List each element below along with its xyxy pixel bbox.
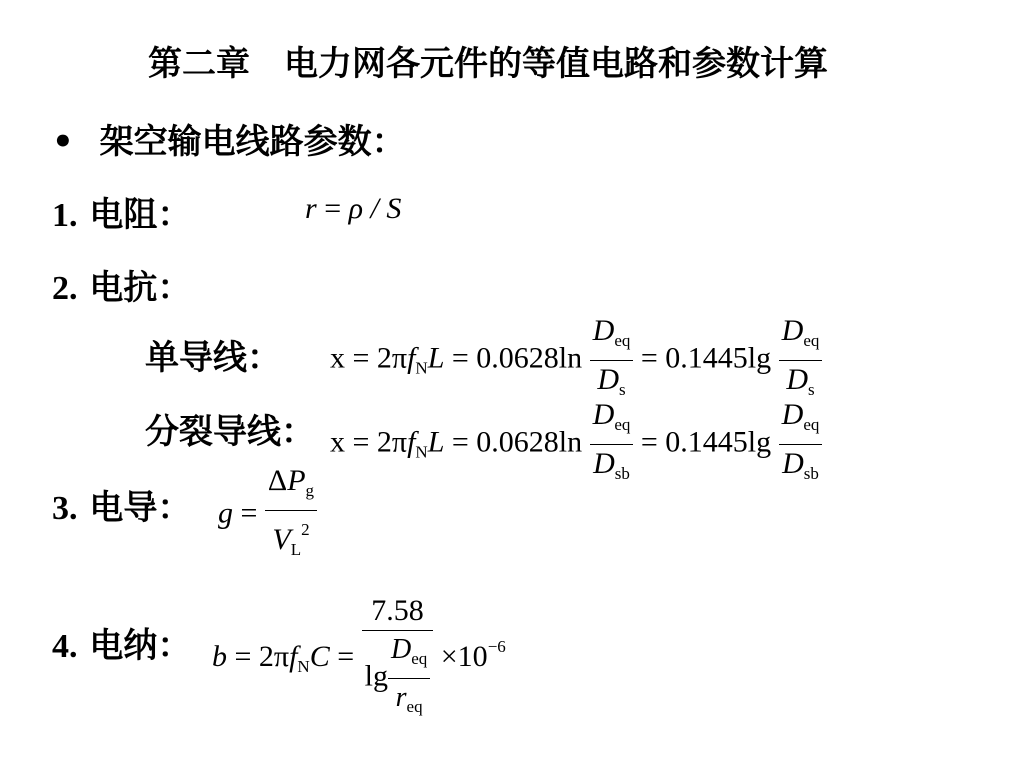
symbol-L: L (427, 341, 445, 375)
symbol-g: g (218, 496, 233, 530)
formula-single-conductor (330, 314, 822, 407)
equals-sign: = (240, 496, 258, 530)
symbol-f: f (407, 341, 416, 375)
symbol-b: b (212, 639, 227, 673)
coefficient-lg: = 0.1445lg (640, 425, 772, 459)
symbol-r: r (305, 192, 317, 225)
superscript: 2 (301, 520, 310, 539)
fraction (590, 314, 634, 407)
item-number: 3. (52, 490, 78, 527)
subscript: eq (803, 331, 820, 350)
formula-conductance (218, 464, 317, 567)
subscript: eq (614, 415, 631, 434)
denominator: D (786, 363, 809, 396)
symbol-S: S (386, 192, 402, 225)
coefficient-lg: = 0.1445lg (640, 341, 772, 375)
item-number: 1. (52, 197, 78, 234)
fraction (265, 464, 317, 567)
item-label: 电抗： (89, 268, 192, 308)
subscript: g (305, 481, 315, 500)
denominator: D (593, 447, 615, 480)
slide-title: 第二章 电力网各元件的等值电路和参数计算 (148, 44, 828, 84)
formula-split-conductor (330, 398, 822, 491)
formula-susceptance (212, 594, 506, 724)
subscript: sb (614, 464, 630, 483)
equals-sign: = (324, 192, 342, 225)
subscript: N (297, 656, 310, 676)
item-conductance (52, 488, 191, 529)
subscript: eq (803, 415, 820, 434)
fraction (779, 398, 823, 491)
symbol-C: C (309, 639, 330, 673)
fraction (779, 314, 823, 407)
symbol-rho: ρ (348, 192, 364, 225)
denominator: D (782, 447, 804, 480)
symbol-P: P (287, 464, 306, 497)
symbol-f: f (289, 639, 298, 673)
numerator: D (781, 314, 804, 347)
item-label: 电纳： (89, 626, 192, 666)
fraction (590, 398, 634, 491)
subscript: sb (803, 464, 819, 483)
bullet-heading (52, 122, 406, 162)
subscript: N (415, 442, 428, 462)
formula-middle: = 2π (234, 639, 290, 673)
symbol-L: L (427, 425, 445, 459)
item-number: 2. (52, 270, 78, 307)
subscript: s (808, 380, 815, 399)
inner-fraction (388, 633, 430, 724)
delta: Δ (267, 464, 288, 497)
item-number: 4. (52, 628, 78, 665)
symbol-f: f (407, 425, 416, 459)
subscript: N (415, 358, 428, 378)
item-resistance (52, 195, 191, 236)
bullet-text: 架空输电线路参数： (99, 122, 406, 162)
numerator: 7.58 (362, 594, 434, 631)
subscript: s (619, 380, 626, 399)
item-susceptance (52, 626, 191, 667)
fraction (362, 594, 434, 724)
item-label: 电导： (89, 488, 192, 528)
sublabel-single: 单导线： (145, 338, 281, 378)
numerator: D (781, 398, 804, 431)
exponent: −6 (487, 636, 506, 656)
sublabel-split: 分裂导线： (145, 412, 315, 452)
coefficient-ln: = 0.0628ln (451, 425, 583, 459)
denominator (362, 631, 434, 724)
symbol-D: D (390, 634, 412, 665)
symbol-V: V (272, 523, 291, 556)
numerator: D (592, 398, 615, 431)
subscript: eq (406, 697, 423, 716)
times-ten: ×10 (440, 639, 488, 673)
subscript: L (290, 540, 302, 559)
formula-resistance (305, 192, 401, 226)
formula-lhs: x = 2π (330, 425, 408, 459)
slash: / (370, 192, 379, 225)
bullet-symbol: • (52, 122, 74, 162)
coefficient-ln: = 0.0628ln (451, 341, 583, 375)
symbol-r: r (395, 682, 407, 713)
subscript: eq (411, 649, 428, 668)
lg: lg (364, 659, 388, 693)
item-reactance (52, 268, 191, 309)
equals-sign: = (337, 639, 355, 673)
numerator: D (592, 314, 615, 347)
denominator: D (597, 363, 620, 396)
item-label: 电阻： (89, 195, 192, 235)
subscript: eq (614, 331, 631, 350)
formula-lhs: x = 2π (330, 341, 408, 375)
